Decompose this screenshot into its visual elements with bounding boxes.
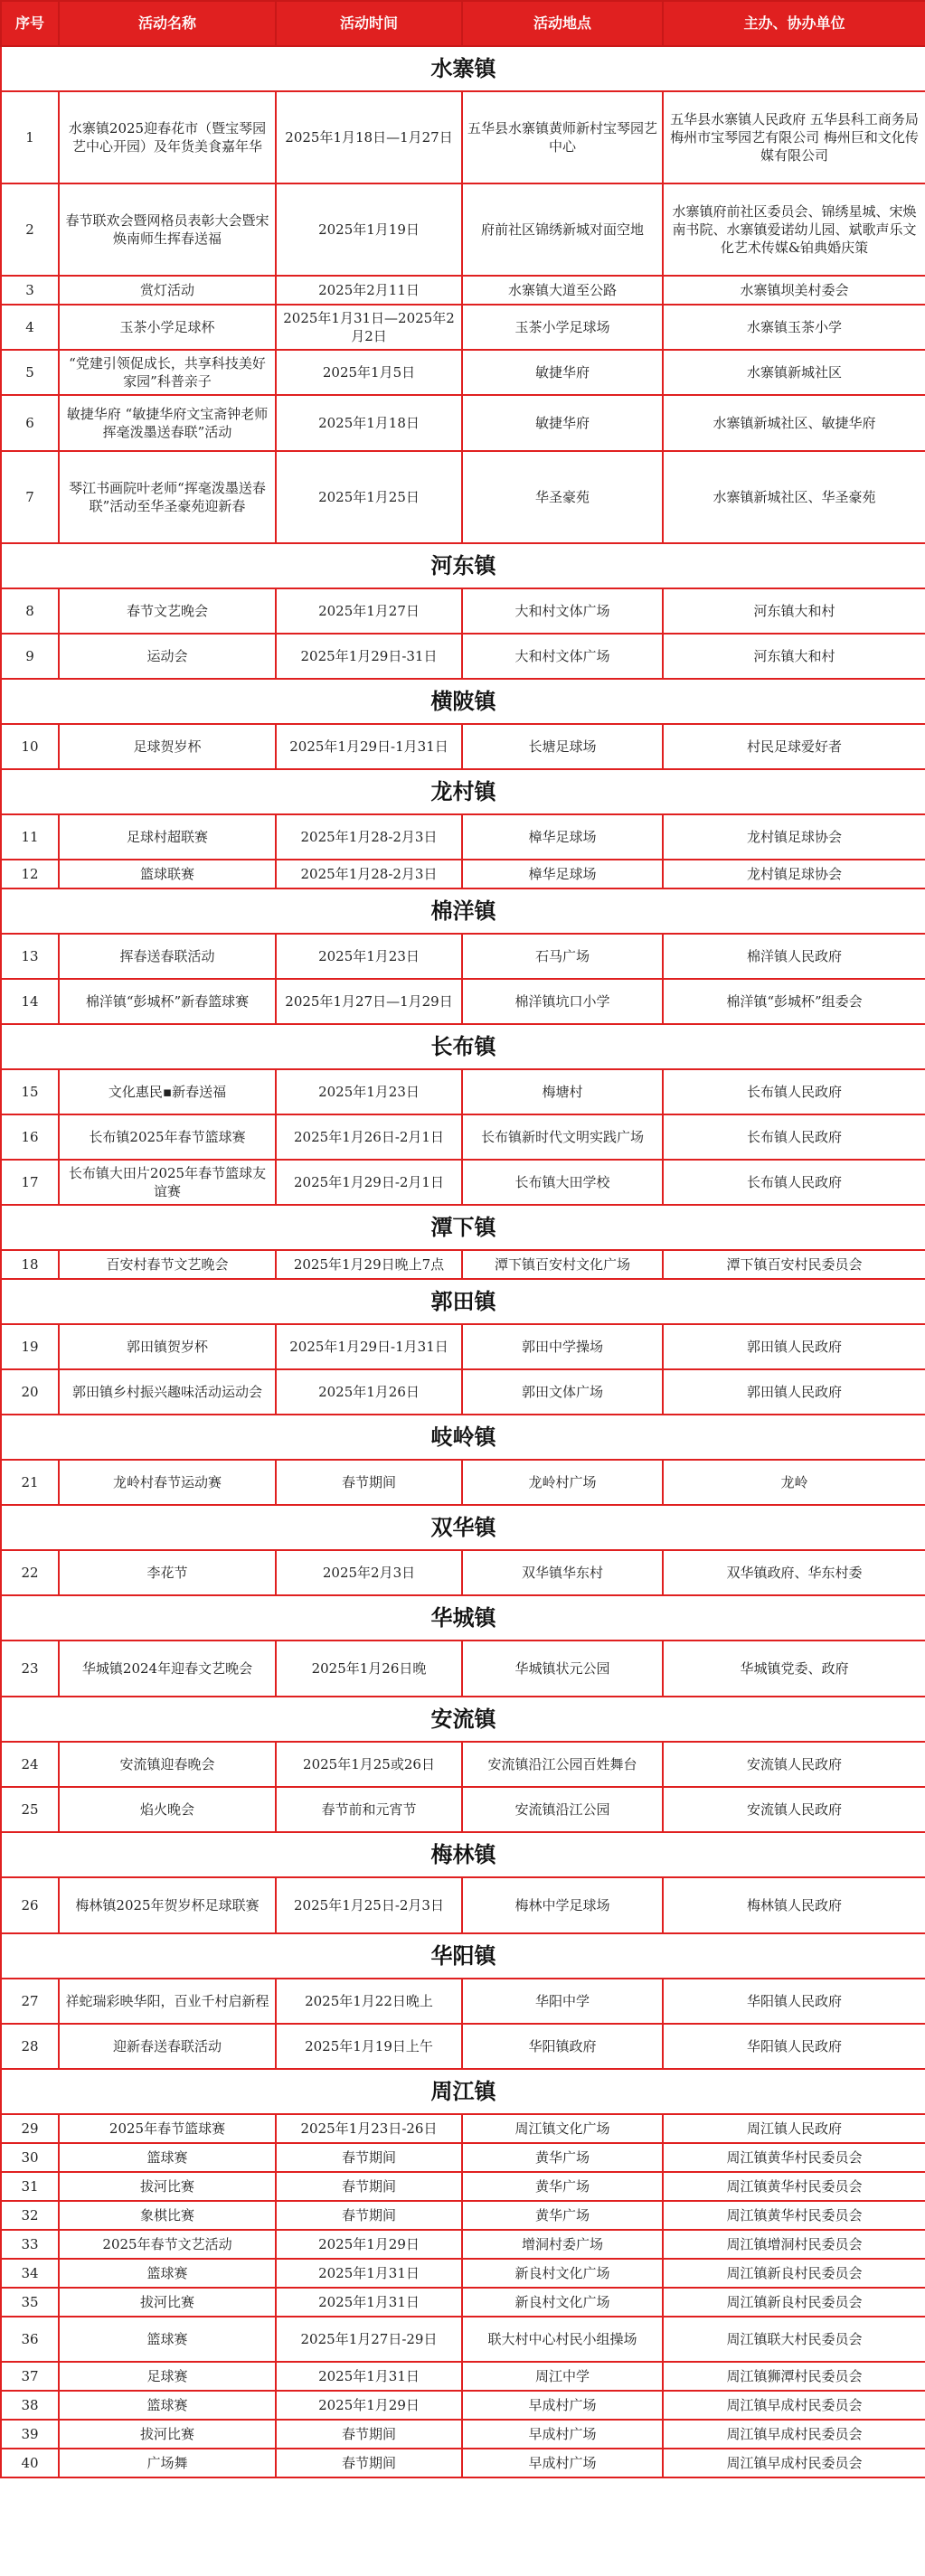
cell-activity-time: 春节前和元宵节 (276, 1787, 462, 1832)
cell-activity-place: 郭田文体广场 (462, 1369, 663, 1415)
cell-activity-place: 早成村广场 (462, 2420, 663, 2449)
cell-activity-name: 挥春送春联活动 (59, 934, 276, 979)
cell-activity-name: 焰火晚会 (59, 1787, 276, 1832)
cell-no: 3 (1, 276, 59, 305)
section-row (1, 1279, 925, 1324)
table-row (1, 2024, 925, 2069)
cell-activity-time: 2025年1月29日-2月1日 (276, 1160, 462, 1205)
cell-activity-name: 广场舞 (59, 2449, 276, 2477)
cell-no: 27 (1, 1979, 59, 2024)
section-row (1, 1505, 925, 1550)
cell-activity-name: 迎新春送春联活动 (59, 2024, 276, 2069)
cell-organizer: 水寨镇玉茶小学 (663, 305, 925, 350)
section-title: 长布镇 (1, 1024, 925, 1069)
cell-organizer: 华阳镇人民政府 (663, 2024, 925, 2069)
table-row (1, 934, 925, 979)
table-row (1, 2259, 925, 2288)
cell-activity-name: 李花节 (59, 1550, 276, 1595)
cell-activity-time: 2025年1月29日 (276, 2230, 462, 2259)
cell-organizer: 周江镇早成村民委员会 (663, 2449, 925, 2477)
cell-organizer: 周江镇联大村民委员会 (663, 2317, 925, 2362)
cell-no: 11 (1, 814, 59, 860)
section-title: 双华镇 (1, 1505, 925, 1550)
cell-activity-name: 安流镇迎春晚会 (59, 1742, 276, 1787)
cell-activity-time: 2025年1月19日 (276, 183, 462, 276)
cell-activity-time: 春节期间 (276, 2201, 462, 2230)
cell-activity-name: 华城镇2024年迎春文艺晚会 (59, 1641, 276, 1697)
table-row (1, 1160, 925, 1205)
cell-no: 13 (1, 934, 59, 979)
cell-activity-time: 春节期间 (276, 2143, 462, 2172)
cell-activity-place: 大和村文体广场 (462, 634, 663, 679)
section-row (1, 1595, 925, 1641)
cell-activity-name: “党建引领促成长，共享科技美好家园”科普亲子 (59, 350, 276, 395)
cell-activity-name: 水寨镇2025迎春花市（暨宝琴园艺中心开园）及年货美食嘉年华 (59, 91, 276, 183)
table-row (1, 1550, 925, 1595)
cell-organizer: 水寨镇坝美村委会 (663, 276, 925, 305)
cell-no: 39 (1, 2420, 59, 2449)
cell-activity-time: 2025年1月29日 (276, 2391, 462, 2420)
cell-no: 4 (1, 305, 59, 350)
table-row (1, 2288, 925, 2317)
table-row (1, 305, 925, 350)
section-title: 郭田镇 (1, 1279, 925, 1324)
cell-activity-time: 2025年1月27日 (276, 588, 462, 634)
cell-organizer: 河东镇大和村 (663, 588, 925, 634)
cell-activity-time: 2025年1月18日 (276, 395, 462, 451)
cell-activity-time: 2025年1月31日 (276, 2288, 462, 2317)
section-row (1, 1832, 925, 1877)
section-row (1, 679, 925, 724)
cell-organizer: 周江镇黄华村民委员会 (663, 2143, 925, 2172)
cell-activity-place: 长布镇新时代文明实践广场 (462, 1114, 663, 1160)
cell-organizer: 周江镇早成村民委员会 (663, 2420, 925, 2449)
cell-activity-time: 2025年1月29日晚上7点 (276, 1250, 462, 1279)
table-row (1, 814, 925, 860)
cell-no: 10 (1, 724, 59, 769)
cell-activity-place: 早成村广场 (462, 2449, 663, 2477)
cell-no: 18 (1, 1250, 59, 1279)
cell-activity-place: 大和村文体广场 (462, 588, 663, 634)
cell-organizer: 周江镇新良村民委员会 (663, 2288, 925, 2317)
cell-no: 37 (1, 2362, 59, 2391)
cell-organizer: 周江镇增洞村民委员会 (663, 2230, 925, 2259)
cell-activity-place: 樟华足球场 (462, 860, 663, 888)
cell-activity-time: 2025年1月18日—1月27日 (276, 91, 462, 183)
cell-activity-name: 篮球赛 (59, 2391, 276, 2420)
cell-no: 14 (1, 979, 59, 1024)
table-row (1, 2114, 925, 2143)
cell-no: 38 (1, 2391, 59, 2420)
cell-activity-place: 五华县水寨镇黄师新村宝琴园艺中心 (462, 91, 663, 183)
cell-activity-place: 龙岭村广场 (462, 1460, 663, 1505)
section-row (1, 1697, 925, 1742)
cell-organizer: 周江镇狮潭村民委员会 (663, 2362, 925, 2391)
section-title: 水寨镇 (1, 46, 925, 91)
header-activity-time: 活动时间 (276, 1, 462, 46)
cell-organizer: 水寨镇新城社区、华圣豪苑 (663, 451, 925, 543)
cell-organizer: 龙村镇足球协会 (663, 814, 925, 860)
section-row (1, 1024, 925, 1069)
cell-activity-place: 黄华广场 (462, 2172, 663, 2201)
cell-activity-place: 联大村中心村民小组操场 (462, 2317, 663, 2362)
table-row (1, 1324, 925, 1369)
table-row (1, 2420, 925, 2449)
cell-activity-place: 早成村广场 (462, 2391, 663, 2420)
cell-activity-time: 2025年1月25日 (276, 451, 462, 543)
cell-activity-name: 春节文艺晚会 (59, 588, 276, 634)
cell-activity-time: 2025年1月31日—2025年2月2日 (276, 305, 462, 350)
cell-activity-name: 龙岭村春节运动赛 (59, 1460, 276, 1505)
cell-activity-name: 郭田镇乡村振兴趣味活动运动会 (59, 1369, 276, 1415)
cell-activity-name: 2025年春节文艺活动 (59, 2230, 276, 2259)
header-organizer: 主办、协办单位 (663, 1, 925, 46)
cell-activity-name: 玉茶小学足球杯 (59, 305, 276, 350)
cell-organizer: 郭田镇人民政府 (663, 1369, 925, 1415)
section-title: 潭下镇 (1, 1205, 925, 1250)
cell-activity-time: 2025年1月19日上午 (276, 2024, 462, 2069)
table-row (1, 451, 925, 543)
cell-activity-name: 拔河比赛 (59, 2288, 276, 2317)
section-row (1, 2069, 925, 2114)
cell-activity-name: 拔河比赛 (59, 2172, 276, 2201)
cell-organizer: 龙村镇足球协会 (663, 860, 925, 888)
cell-no: 26 (1, 1877, 59, 1933)
cell-activity-name: 长布镇大田片2025年春节篮球友谊赛 (59, 1160, 276, 1205)
cell-activity-place: 安流镇沿江公园百姓舞台 (462, 1742, 663, 1787)
table-header-row (1, 1, 925, 46)
cell-activity-time: 2025年1月28-2月3日 (276, 814, 462, 860)
cell-activity-time: 2025年1月25或26日 (276, 1742, 462, 1787)
cell-activity-name: 梅林镇2025年贺岁杯足球联赛 (59, 1877, 276, 1933)
cell-activity-name: 篮球赛 (59, 2259, 276, 2288)
section-row (1, 1415, 925, 1460)
cell-activity-time: 2025年1月29日-31日 (276, 634, 462, 679)
cell-activity-time: 2025年1月26日 (276, 1369, 462, 1415)
section-row (1, 1933, 925, 1979)
cell-organizer: 河东镇大和村 (663, 634, 925, 679)
cell-activity-time: 2025年1月26日晚 (276, 1641, 462, 1697)
cell-no: 6 (1, 395, 59, 451)
table-row (1, 1787, 925, 1832)
section-title: 周江镇 (1, 2069, 925, 2114)
cell-no: 24 (1, 1742, 59, 1787)
cell-activity-time: 2025年1月29日-1月31日 (276, 1324, 462, 1369)
cell-activity-time: 2025年1月28-2月3日 (276, 860, 462, 888)
table-row (1, 1460, 925, 1505)
cell-activity-place: 黄华广场 (462, 2201, 663, 2230)
cell-activity-place: 周江镇文化广场 (462, 2114, 663, 2143)
table-row (1, 2362, 925, 2391)
cell-organizer: 长布镇人民政府 (663, 1069, 925, 1114)
cell-activity-place: 双华镇华东村 (462, 1550, 663, 1595)
cell-no: 19 (1, 1324, 59, 1369)
cell-activity-place: 周江中学 (462, 2362, 663, 2391)
table-row (1, 1250, 925, 1279)
cell-organizer: 周江镇新良村民委员会 (663, 2259, 925, 2288)
cell-activity-time: 2025年1月22日晚上 (276, 1979, 462, 2024)
cell-activity-place: 长布镇大田学校 (462, 1160, 663, 1205)
cell-activity-place: 潭下镇百安村文化广场 (462, 1250, 663, 1279)
cell-activity-place: 新良村文化广场 (462, 2259, 663, 2288)
table-row (1, 860, 925, 888)
cell-activity-place: 华城镇状元公园 (462, 1641, 663, 1697)
cell-no: 9 (1, 634, 59, 679)
table-row (1, 183, 925, 276)
cell-activity-time: 2025年1月23日 (276, 934, 462, 979)
cell-no: 36 (1, 2317, 59, 2362)
section-title: 安流镇 (1, 1697, 925, 1742)
cell-activity-time: 2025年1月26日-2月1日 (276, 1114, 462, 1160)
cell-no: 21 (1, 1460, 59, 1505)
table-row (1, 634, 925, 679)
section-row (1, 543, 925, 588)
cell-no: 22 (1, 1550, 59, 1595)
section-title: 龙村镇 (1, 769, 925, 814)
cell-activity-place: 华阳镇政府 (462, 2024, 663, 2069)
table-row (1, 1114, 925, 1160)
cell-no: 30 (1, 2143, 59, 2172)
cell-activity-name: 郭田镇贺岁杯 (59, 1324, 276, 1369)
cell-no: 31 (1, 2172, 59, 2201)
section-title: 华城镇 (1, 1595, 925, 1641)
table-row (1, 1369, 925, 1415)
cell-activity-time: 2025年1月31日 (276, 2362, 462, 2391)
section-title: 岐岭镇 (1, 1415, 925, 1460)
cell-organizer: 五华县水寨镇人民政府 五华县科工商务局 梅州市宝琴园艺有限公司 梅州巨和文化传媒有限公司 (663, 91, 925, 183)
cell-organizer: 华城镇党委、政府 (663, 1641, 925, 1697)
section-row (1, 46, 925, 91)
cell-activity-name: 赏灯活动 (59, 276, 276, 305)
cell-activity-time: 2025年1月29日-1月31日 (276, 724, 462, 769)
section-title: 棉洋镇 (1, 888, 925, 934)
cell-activity-place: 府前社区锦绣新城对面空地 (462, 183, 663, 276)
table-row (1, 2230, 925, 2259)
cell-activity-time: 2025年2月11日 (276, 276, 462, 305)
cell-no: 2 (1, 183, 59, 276)
cell-activity-place: 水寨镇大道至公路 (462, 276, 663, 305)
table-row (1, 1877, 925, 1933)
cell-organizer: 棉洋镇人民政府 (663, 934, 925, 979)
cell-activity-place: 安流镇沿江公园 (462, 1787, 663, 1832)
cell-activity-time: 2025年1月27日—1月29日 (276, 979, 462, 1024)
cell-activity-name: 百安村春节文艺晚会 (59, 1250, 276, 1279)
cell-organizer: 周江镇黄华村民委员会 (663, 2172, 925, 2201)
cell-activity-place: 敏捷华府 (462, 395, 663, 451)
cell-activity-name: 足球赛 (59, 2362, 276, 2391)
cell-no: 1 (1, 91, 59, 183)
cell-no: 15 (1, 1069, 59, 1114)
cell-organizer: 村民足球爱好者 (663, 724, 925, 769)
cell-organizer: 水寨镇新城社区、敏捷华府 (663, 395, 925, 451)
cell-organizer: 棉洋镇“彭城杯”组委会 (663, 979, 925, 1024)
cell-organizer: 华阳镇人民政府 (663, 1979, 925, 2024)
cell-activity-place: 长塘足球场 (462, 724, 663, 769)
table-row (1, 2391, 925, 2420)
cell-activity-name: 象棋比赛 (59, 2201, 276, 2230)
cell-organizer: 安流镇人民政府 (663, 1742, 925, 1787)
cell-activity-time: 2025年1月25日-2月3日 (276, 1877, 462, 1933)
cell-activity-place: 棉洋镇坑口小学 (462, 979, 663, 1024)
cell-organizer: 潭下镇百安村民委员会 (663, 1250, 925, 1279)
table-row (1, 2449, 925, 2477)
cell-no: 16 (1, 1114, 59, 1160)
table-row (1, 276, 925, 305)
section-title: 华阳镇 (1, 1933, 925, 1979)
cell-no: 32 (1, 2201, 59, 2230)
cell-activity-place: 石马广场 (462, 934, 663, 979)
cell-no: 25 (1, 1787, 59, 1832)
table-row (1, 2317, 925, 2362)
cell-organizer: 郭田镇人民政府 (663, 1324, 925, 1369)
cell-no: 12 (1, 860, 59, 888)
cell-activity-time: 2025年1月23日 (276, 1069, 462, 1114)
cell-activity-name: 运动会 (59, 634, 276, 679)
cell-activity-time: 2025年1月23日-26日 (276, 2114, 462, 2143)
cell-activity-place: 梅塘村 (462, 1069, 663, 1114)
section-row (1, 769, 925, 814)
table-row (1, 1069, 925, 1114)
table-row (1, 395, 925, 451)
section-title: 横陂镇 (1, 679, 925, 724)
cell-activity-place: 郭田中学操场 (462, 1324, 663, 1369)
cell-activity-name: 春节联欢会暨网格员表彰大会暨宋焕南师生挥春送福 (59, 183, 276, 276)
header-no: 序号 (1, 1, 59, 46)
cell-no: 34 (1, 2259, 59, 2288)
cell-organizer: 长布镇人民政府 (663, 1114, 925, 1160)
cell-organizer: 长布镇人民政府 (663, 1160, 925, 1205)
cell-activity-place: 梅林中学足球场 (462, 1877, 663, 1933)
cell-activity-time: 2025年1月27日-29日 (276, 2317, 462, 2362)
cell-organizer: 水寨镇府前社区委员会、锦绣星城、宋焕南书院、水寨镇爱诺幼儿园、斌歌声乐文化艺术传媒&铂典婚庆策 (663, 183, 925, 276)
cell-activity-name: 足球村超联赛 (59, 814, 276, 860)
table-row (1, 588, 925, 634)
cell-no: 8 (1, 588, 59, 634)
cell-activity-place: 华圣豪苑 (462, 451, 663, 543)
table-row (1, 724, 925, 769)
section-title: 梅林镇 (1, 1832, 925, 1877)
cell-no: 20 (1, 1369, 59, 1415)
cell-activity-name: 篮球联赛 (59, 860, 276, 888)
table-row (1, 1641, 925, 1697)
cell-activity-time: 春节期间 (276, 1460, 462, 1505)
cell-activity-place: 新良村文化广场 (462, 2288, 663, 2317)
section-row (1, 1205, 925, 1250)
section-title: 河东镇 (1, 543, 925, 588)
cell-organizer: 周江镇人民政府 (663, 2114, 925, 2143)
header-activity-name: 活动名称 (59, 1, 276, 46)
cell-activity-name: 2025年春节篮球赛 (59, 2114, 276, 2143)
cell-no: 35 (1, 2288, 59, 2317)
table-row (1, 1979, 925, 2024)
cell-activity-time: 2025年2月3日 (276, 1550, 462, 1595)
cell-activity-name: 篮球赛 (59, 2317, 276, 2362)
cell-organizer: 龙岭 (663, 1460, 925, 1505)
table-body (1, 46, 925, 2477)
cell-no: 23 (1, 1641, 59, 1697)
cell-activity-time: 春节期间 (276, 2172, 462, 2201)
cell-no: 5 (1, 350, 59, 395)
cell-activity-name: 琴江书画院叶老师“挥毫泼墨送春联”活动至华圣豪苑迎新春 (59, 451, 276, 543)
cell-activity-name: 敏捷华府 “敏捷华府文宝斋钟老师挥毫泼墨送春联”活动 (59, 395, 276, 451)
cell-activity-place: 敏捷华府 (462, 350, 663, 395)
cell-activity-name: 篮球赛 (59, 2143, 276, 2172)
table-row (1, 91, 925, 183)
cell-no: 29 (1, 2114, 59, 2143)
cell-activity-place: 黄华广场 (462, 2143, 663, 2172)
cell-activity-time: 春节期间 (276, 2420, 462, 2449)
table-row (1, 2143, 925, 2172)
cell-no: 40 (1, 2449, 59, 2477)
cell-organizer: 安流镇人民政府 (663, 1787, 925, 1832)
table-row (1, 2172, 925, 2201)
cell-no: 17 (1, 1160, 59, 1205)
cell-organizer: 水寨镇新城社区 (663, 350, 925, 395)
cell-activity-place: 樟华足球场 (462, 814, 663, 860)
cell-activity-time: 2025年1月31日 (276, 2259, 462, 2288)
section-row (1, 888, 925, 934)
table-row (1, 2201, 925, 2230)
cell-organizer: 双华镇政府、华东村委 (663, 1550, 925, 1595)
cell-no: 28 (1, 2024, 59, 2069)
cell-no: 33 (1, 2230, 59, 2259)
cell-activity-place: 玉茶小学足球场 (462, 305, 663, 350)
table-row (1, 1742, 925, 1787)
cell-activity-name: 棉洋镇“彭城杯”新春篮球赛 (59, 979, 276, 1024)
cell-organizer: 周江镇早成村民委员会 (663, 2391, 925, 2420)
cell-organizer: 周江镇黄华村民委员会 (663, 2201, 925, 2230)
cell-no: 7 (1, 451, 59, 543)
header-activity-place: 活动地点 (462, 1, 663, 46)
cell-activity-place: 华阳中学 (462, 1979, 663, 2024)
table-row (1, 979, 925, 1024)
cell-activity-name: 拔河比赛 (59, 2420, 276, 2449)
table-row (1, 350, 925, 395)
cell-activity-time: 2025年1月5日 (276, 350, 462, 395)
cell-activity-place: 增洞村委广场 (462, 2230, 663, 2259)
cell-activity-time: 春节期间 (276, 2449, 462, 2477)
cell-activity-name: 长布镇2025年春节篮球赛 (59, 1114, 276, 1160)
cell-activity-name: 文化惠民▪新春送福 (59, 1069, 276, 1114)
cell-organizer: 梅林镇人民政府 (663, 1877, 925, 1933)
cell-activity-name: 祥蛇瑞彩映华阳，百业千村启新程 (59, 1979, 276, 2024)
cell-activity-name: 足球贺岁杯 (59, 724, 276, 769)
